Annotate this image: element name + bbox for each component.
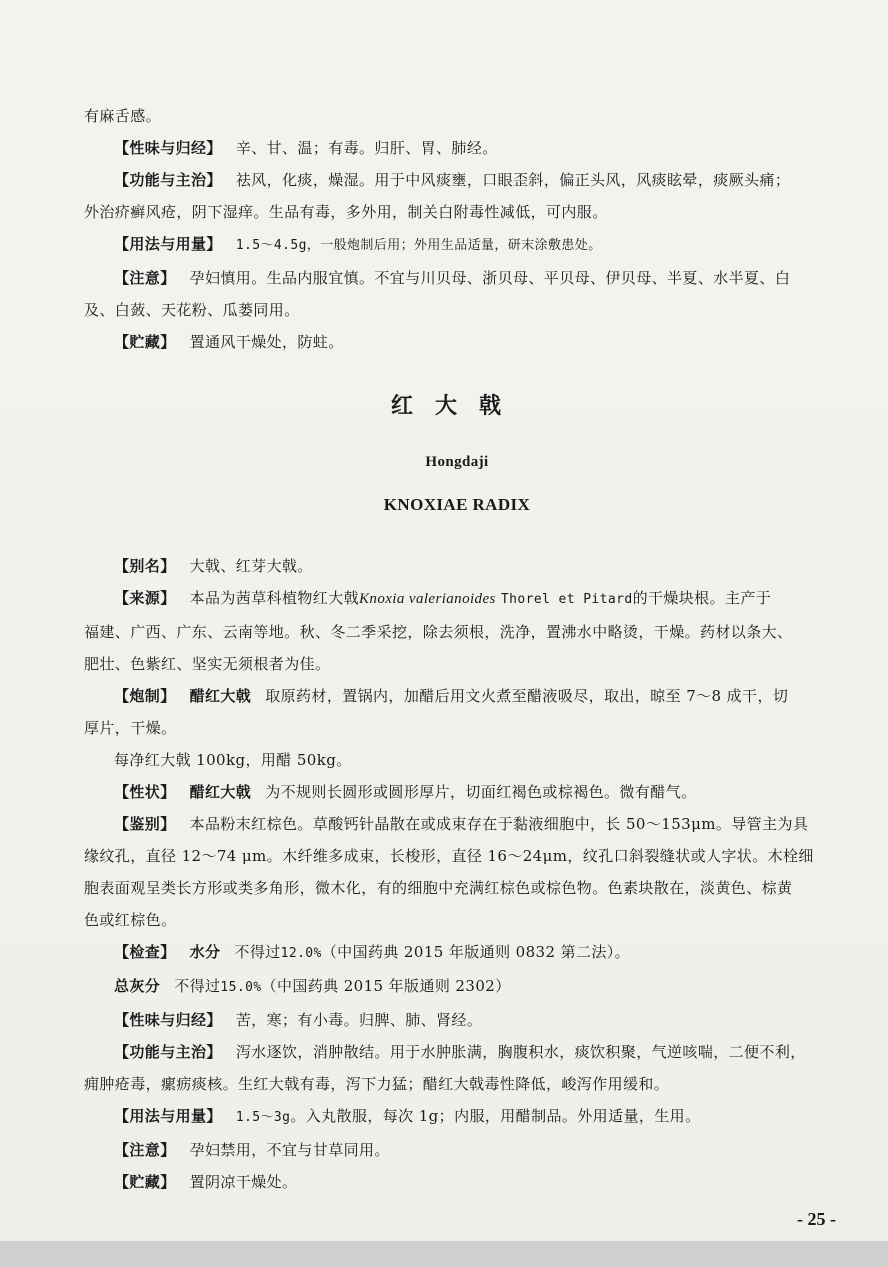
prev-zhuyi-cont: 及、白蔹、天花粉、瓜蒌同用。: [84, 301, 300, 319]
xingzhuang: [84, 776, 830, 808]
section-tag: 【注意】: [114, 1141, 176, 1159]
section-text: 置阴凉干燥处。: [189, 1173, 298, 1191]
prev-xingwei: [84, 132, 830, 164]
gongneng-cont: 痈肿疮毒，瘰疬痰核。生红大戟有毒，泻下力猛；醋红大戟毒性降低，峻泻作用缓和。: [84, 1075, 670, 1093]
paozhi-ratio: 每净红大戟 100kg，用醋 50kg。: [114, 751, 352, 769]
section-subtag: 醋红大戟: [189, 783, 252, 801]
continued-text: 有麻舌感。: [84, 107, 162, 125]
paozhi: [84, 680, 830, 712]
entry-pinyin: Hongdaji: [425, 454, 489, 470]
xingwei: [84, 1004, 830, 1036]
gongneng: [84, 1036, 830, 1068]
dosage-value: 1.5～3g: [235, 1110, 291, 1125]
section-tag: 【贮藏】: [114, 1173, 176, 1191]
section-subtag: 水分: [189, 943, 221, 961]
section-text: 不得过: [234, 943, 281, 961]
section-tag: 【功能与主治】: [114, 171, 222, 189]
prev-gongneng-cont: 外治疥癣风疮，阴下湿痒。生品有毒，多外用，制关白附毒性减低，可内服。: [84, 203, 608, 221]
section-tag: 【性味与归经】: [114, 1011, 222, 1029]
laiyuan-cont: 肥壮、色紫红、坚实无须根者为佳。: [84, 655, 331, 673]
section-text: 不得过: [174, 977, 221, 995]
jiancha: [84, 936, 830, 970]
section-text: 苦，寒；有小毒。归脾、肺、肾经。: [235, 1011, 483, 1029]
section-text: 祛风，化痰，燥湿。用于中风痰壅，口眼歪斜，偏正头风，风痰眩晕，痰厥头痛；: [235, 171, 791, 189]
section-text: （中国药典 2015 年版通则 0832 第二法）。: [321, 943, 631, 961]
section-tag: 【鉴别】: [114, 815, 176, 833]
jianbie-cont: 胞表面观呈类长方形或类多角形，微木化，有的细胞中充满红棕色或棕色物。色素块散在，淡黄色、棕黄: [84, 879, 793, 897]
section-tag: 【来源】: [114, 589, 176, 607]
section-text: 为不规则长圆形或圆形厚片，切面红褐色或棕褐色。微有醋气。: [265, 783, 697, 801]
bieming: [84, 550, 830, 582]
section-text: 本品为茜草科植物红大戟: [189, 589, 360, 607]
page-number: - 25 -: [797, 1209, 836, 1229]
species-author: Thorel et Pitard: [500, 592, 633, 607]
section-tag: 【炮制】: [114, 687, 176, 705]
section-subtag: 醋红大戟: [189, 687, 252, 705]
section-tag: 【别名】: [114, 557, 176, 575]
limit-value: 15.0%: [220, 980, 262, 995]
section-tag: 【检查】: [114, 943, 176, 961]
zhucang: [84, 1166, 830, 1198]
scan-edge: [0, 1241, 888, 1267]
page-content: [84, 100, 830, 1198]
section-text: 孕妇禁用，不宜与甘草同用。: [189, 1141, 390, 1159]
prev-gongneng: [84, 164, 830, 196]
entry-latin-name: KNOXIAE RADIX: [383, 495, 531, 514]
yongfa: [84, 1100, 830, 1134]
prev-yongfa: [84, 228, 830, 262]
section-tag: 【用法与用量】: [114, 1107, 222, 1125]
section-tag: 【性状】: [114, 783, 176, 801]
section-text: 的干燥块根。主产于: [632, 589, 772, 607]
laiyuan-cont: 福建、广西、广东、云南等地。秋、冬二季采挖，除去须根，洗净，置沸水中略烫，干燥。药材以条大、: [84, 623, 793, 641]
section-tag: 【用法与用量】: [114, 235, 222, 253]
laiyuan: [84, 582, 830, 616]
zhuyi: [84, 1134, 830, 1166]
section-text: 取原药材，置锅内，加醋后用文火煮至醋液吸尽，取出，晾至 7～8 成干，切: [265, 687, 789, 705]
section-text: （中国药典 2015 年版通则 2302）: [261, 977, 511, 995]
limit-value: 12.0%: [280, 946, 322, 961]
section-text: 泻水逐饮，消肿散结。用于水肿胀满，胸腹积水，痰饮积聚，气逆咳喘，二便不利，: [235, 1043, 806, 1061]
jianbie-cont: 缘纹孔，直径 12～74 μm。木纤维多成束，长梭形，直径 16～24μm，纹孔口斜裂缝状或人字状。木栓细: [84, 847, 814, 865]
jianbie-cont: 色或红棕色。: [84, 911, 177, 929]
section-text: 辛、甘、温；有毒。归肝、胃、肺经。: [235, 139, 498, 157]
section-tag: 【注意】: [114, 269, 176, 287]
entry-title: 红大戟: [390, 393, 523, 419]
section-tag: 【性味与归经】: [114, 139, 222, 157]
section-text: 大戟、红芽大戟。: [189, 557, 313, 575]
prev-zhuyi: [84, 262, 830, 294]
section-tag: 【功能与主治】: [114, 1043, 222, 1061]
section-text: 。入丸散服，每次 1g；内服，用醋制品。外用适量，生用。: [290, 1107, 701, 1125]
section-text: 本品粉末红棕色。草酸钙针晶散在或成束存在于黏液细胞中，长 50～153μm。导管主为具: [189, 815, 809, 833]
huifen: [84, 970, 830, 1004]
section-text: 1.5～4.5g，一般炮制后用；外用生品适量，研末涂敷患处。: [235, 238, 602, 253]
paozhi-cont: 厚片，干燥。: [84, 719, 177, 737]
section-text: 置通风干燥处，防蛀。: [189, 333, 344, 351]
section-text: 孕妇慎用。生品内服宜慎。不宜与川贝母、浙贝母、平贝母、伊贝母、半夏、水半夏、白: [189, 269, 791, 287]
jianbie: [84, 808, 830, 840]
section-tag: 【贮藏】: [114, 333, 176, 351]
section-subtag: 总灰分: [114, 977, 161, 995]
species-name: Knoxia valerianoides: [359, 591, 496, 607]
prev-zhucang: [84, 326, 830, 358]
